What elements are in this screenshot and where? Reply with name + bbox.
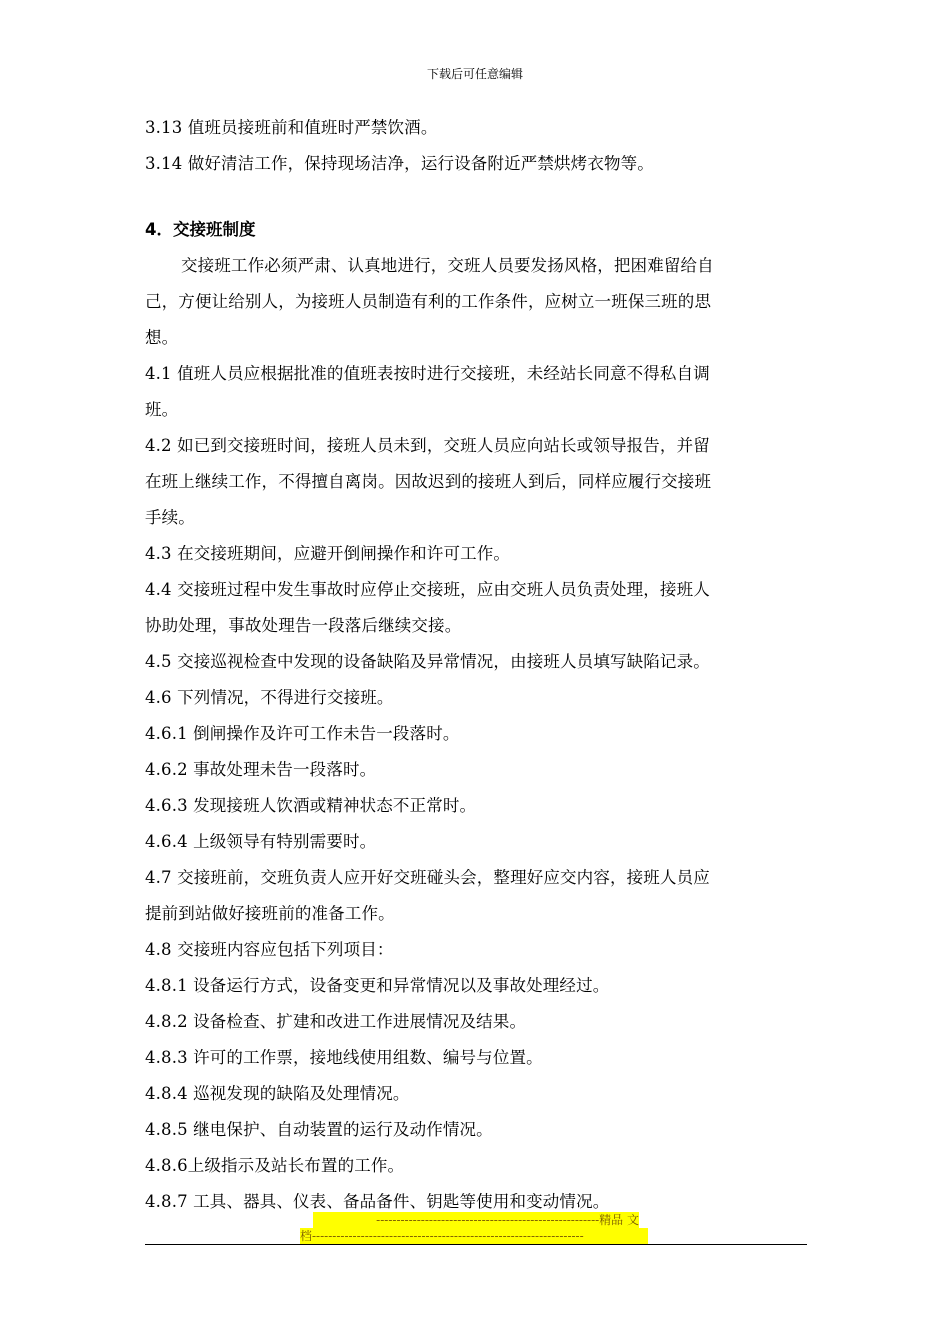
section-spacer [145, 182, 807, 212]
clause-4-6-2: 4.6.2 事故处理未告一段落时。 [145, 760, 377, 779]
clause-4-3: 4.3 在交接班期间，应避开倒闸操作和许可工作。 [145, 544, 511, 563]
clause-4-6-1: 4.6.1 倒闸操作及许可工作未告一段落时。 [145, 724, 460, 743]
section-heading: 4．交接班制度 [145, 220, 256, 239]
clause-4-2-line-3: 手续。 [145, 508, 195, 527]
clause-4-6: 4.6 下列情况，不得进行交接班。 [145, 688, 394, 707]
clause-4-8-6: 4.8.6上级指示及站长布置的工作。 [145, 1156, 405, 1175]
clause-4-4-line-2: 协助处理，事故处理告一段落后继续交接。 [145, 616, 462, 635]
clause-4-8-4: 4.8.4 巡视发现的缺陷及处理情况。 [145, 1084, 410, 1103]
footer-banner-line-1: -------------------------------------------------------精品 文 [313, 1212, 639, 1228]
clause-4-8-5: 4.8.5 继电保护、自动装置的运行及动作情况。 [145, 1120, 493, 1139]
clause-4-8: 4.8 交接班内容应包括下列项目： [145, 940, 394, 959]
footer-banner-line-2: 档------------------------------------------------------------------- [300, 1228, 648, 1244]
footer-divider [145, 1244, 807, 1245]
intro-paragraph-line-1: 交接班工作必须严肃、认真地进行，交班人员要发扬风格，把困难留给自 [181, 256, 714, 275]
intro-paragraph-line-2: 己，方便让给别人，为接班人员制造有利的工作条件，应树立一班保三班的思 [145, 292, 712, 311]
clause-4-7-line-1: 4.7 交接班前，交班负责人应开好交班碰头会，整理好应交内容，接班人员应 [145, 868, 710, 887]
intro-paragraph-line-3: 想。 [145, 328, 179, 347]
clause-4-8-7: 4.8.7 工具、器具、仪表、备品备件、钥匙等使用和变动情况。 [145, 1192, 610, 1211]
clause-4-4-line-1: 4.4 交接班过程中发生事故时应停止交接班，应由交班人员负责处理，接班人 [145, 580, 710, 599]
clause-4-7-line-2: 提前到站做好接班前的准备工作。 [145, 904, 395, 923]
clause-4-1-line-1: 4.1 值班人员应根据批准的值班表按时进行交接班，未经站长同意不得私自调 [145, 364, 710, 383]
clause-4-8-3: 4.8.3 许可的工作票，接地线使用组数、编号与位置。 [145, 1048, 543, 1067]
download-note: 下载后可任意编辑 [426, 67, 523, 81]
clause-4-1-line-2: 班。 [145, 400, 179, 419]
clause-4-2-line-2: 在班上继续工作，不得擅自离岗。因故迟到的接班人到后，同样应履行交接班 [145, 472, 712, 491]
clause-4-8-1: 4.8.1 设备运行方式，设备变更和异常情况以及事故处理经过。 [145, 976, 610, 995]
clause-4-8-2: 4.8.2 设备检查、扩建和改进工作进展情况及结果。 [145, 1012, 527, 1031]
clause-3-14: 3.14 做好清洁工作，保持现场洁净，运行设备附近严禁烘烤衣物等。 [145, 154, 654, 173]
document-body [145, 110, 807, 1220]
clause-4-5: 4.5 交接巡视检查中发现的设备缺陷及异常情况，由接班人员填写缺陷记录。 [145, 652, 710, 671]
clause-4-6-4: 4.6.4 上级领导有特别需要时。 [145, 832, 377, 851]
clause-4-6-3: 4.6.3 发现接班人饮酒或精神状态不正常时。 [145, 796, 477, 815]
clause-3-13: 3.13 值班员接班前和值班时严禁饮酒。 [145, 118, 438, 137]
clause-4-2-line-1: 4.2 如已到交接班时间，接班人员未到，交班人员应向站长或领导报告，并留 [145, 436, 710, 455]
